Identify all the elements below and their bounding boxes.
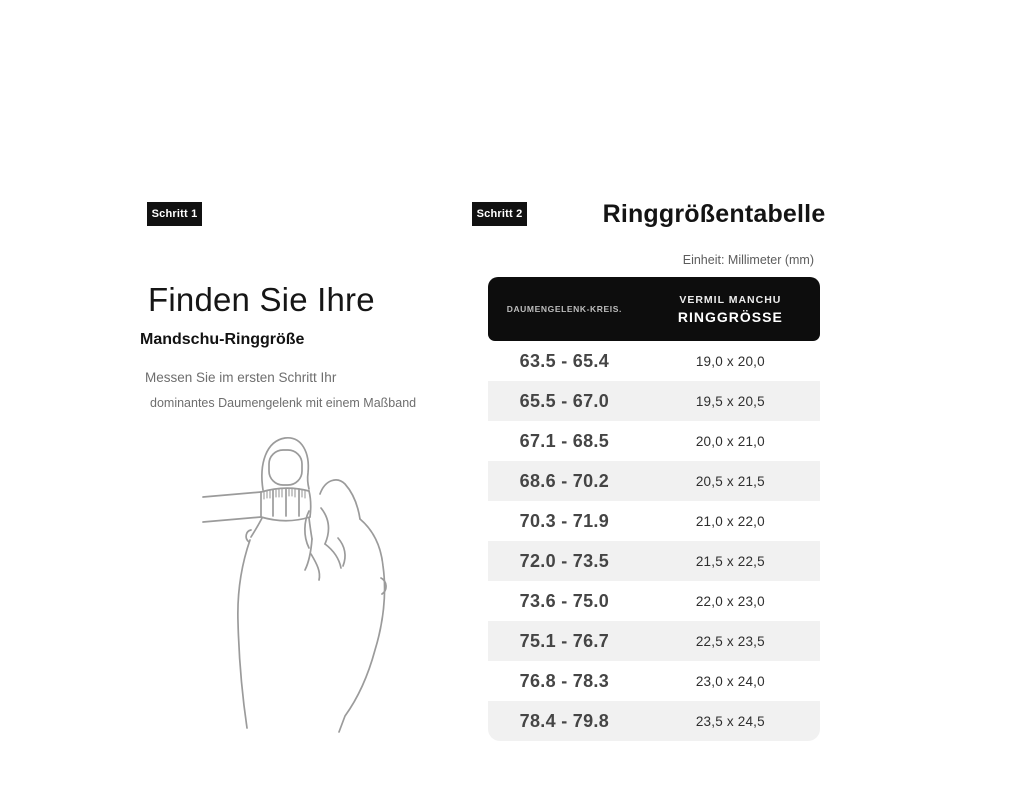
range-cell: 75.1 - 76.7 — [519, 630, 610, 651]
hand-thumb-tape-drawing — [193, 426, 428, 741]
brand-name: VERMIL MANCHU — [679, 293, 782, 306]
size-cell: 21,0 x 22,0 — [695, 513, 765, 529]
range-cell: 72.0 - 73.5 — [519, 550, 610, 571]
table-row — [488, 461, 820, 501]
step1-subheading: Mandschu-Ringgröße — [140, 331, 305, 348]
table-row — [488, 661, 820, 701]
column-header-thumb-circumference: DAUMENGELENK-KREIS. — [506, 304, 622, 314]
table-row — [488, 421, 820, 461]
ring-size-table — [488, 277, 820, 741]
step2-badge: Schritt 2 — [472, 202, 527, 226]
table-row — [488, 501, 820, 541]
step1-badge: Schritt 1 — [147, 202, 202, 226]
table-row — [488, 701, 820, 741]
step1-instruction-line2: dominantes Daumengelenk mit einem Maßband — [150, 396, 417, 410]
size-cell: 22,5 x 23,5 — [695, 633, 765, 649]
range-cell: 78.4 - 79.8 — [519, 710, 610, 731]
size-cell: 22,0 x 23,0 — [695, 593, 765, 609]
range-cell: 73.6 - 75.0 — [519, 590, 610, 611]
thumb-nail — [269, 450, 302, 485]
range-cell: 76.8 - 78.3 — [519, 670, 610, 691]
ring-size-label: RINGGRÖSSE — [677, 308, 783, 325]
step1-heading: Finden Sie Ihre — [148, 281, 375, 318]
range-cell: 68.6 - 70.2 — [519, 470, 610, 491]
tape-bottom-edge — [203, 517, 261, 522]
size-cell: 23,0 x 24,0 — [695, 673, 765, 689]
table-row — [488, 621, 820, 661]
size-cell: 23,5 x 24,5 — [695, 713, 765, 729]
table-row — [488, 341, 820, 381]
column-header-ring-size — [641, 294, 820, 325]
table-row — [488, 381, 820, 421]
ring-size-table-title: Ringgrößentabelle — [602, 200, 826, 228]
range-cell: 70.3 - 71.9 — [519, 510, 610, 531]
size-cell: 20,5 x 21,5 — [695, 473, 765, 489]
range-cell: 65.5 - 67.0 — [519, 390, 610, 411]
tape-top-edge — [203, 492, 261, 497]
range-cell: 67.1 - 68.5 — [519, 430, 610, 451]
table-row — [488, 541, 820, 581]
size-cell: 19,5 x 20,5 — [695, 393, 765, 409]
unit-note: Einheit: Millimeter (mm) — [682, 253, 814, 267]
table-header — [488, 277, 820, 341]
table-row — [488, 581, 820, 621]
range-cell: 63.5 - 65.4 — [519, 350, 610, 371]
size-cell: 21,5 x 22,5 — [695, 553, 765, 569]
hand-measuring-illustration — [193, 426, 428, 741]
step1-instruction-line1: Messen Sie im ersten Schritt Ihr — [145, 370, 337, 385]
size-cell: 19,0 x 20,0 — [695, 353, 765, 369]
size-cell: 20,0 x 21,0 — [695, 433, 765, 449]
